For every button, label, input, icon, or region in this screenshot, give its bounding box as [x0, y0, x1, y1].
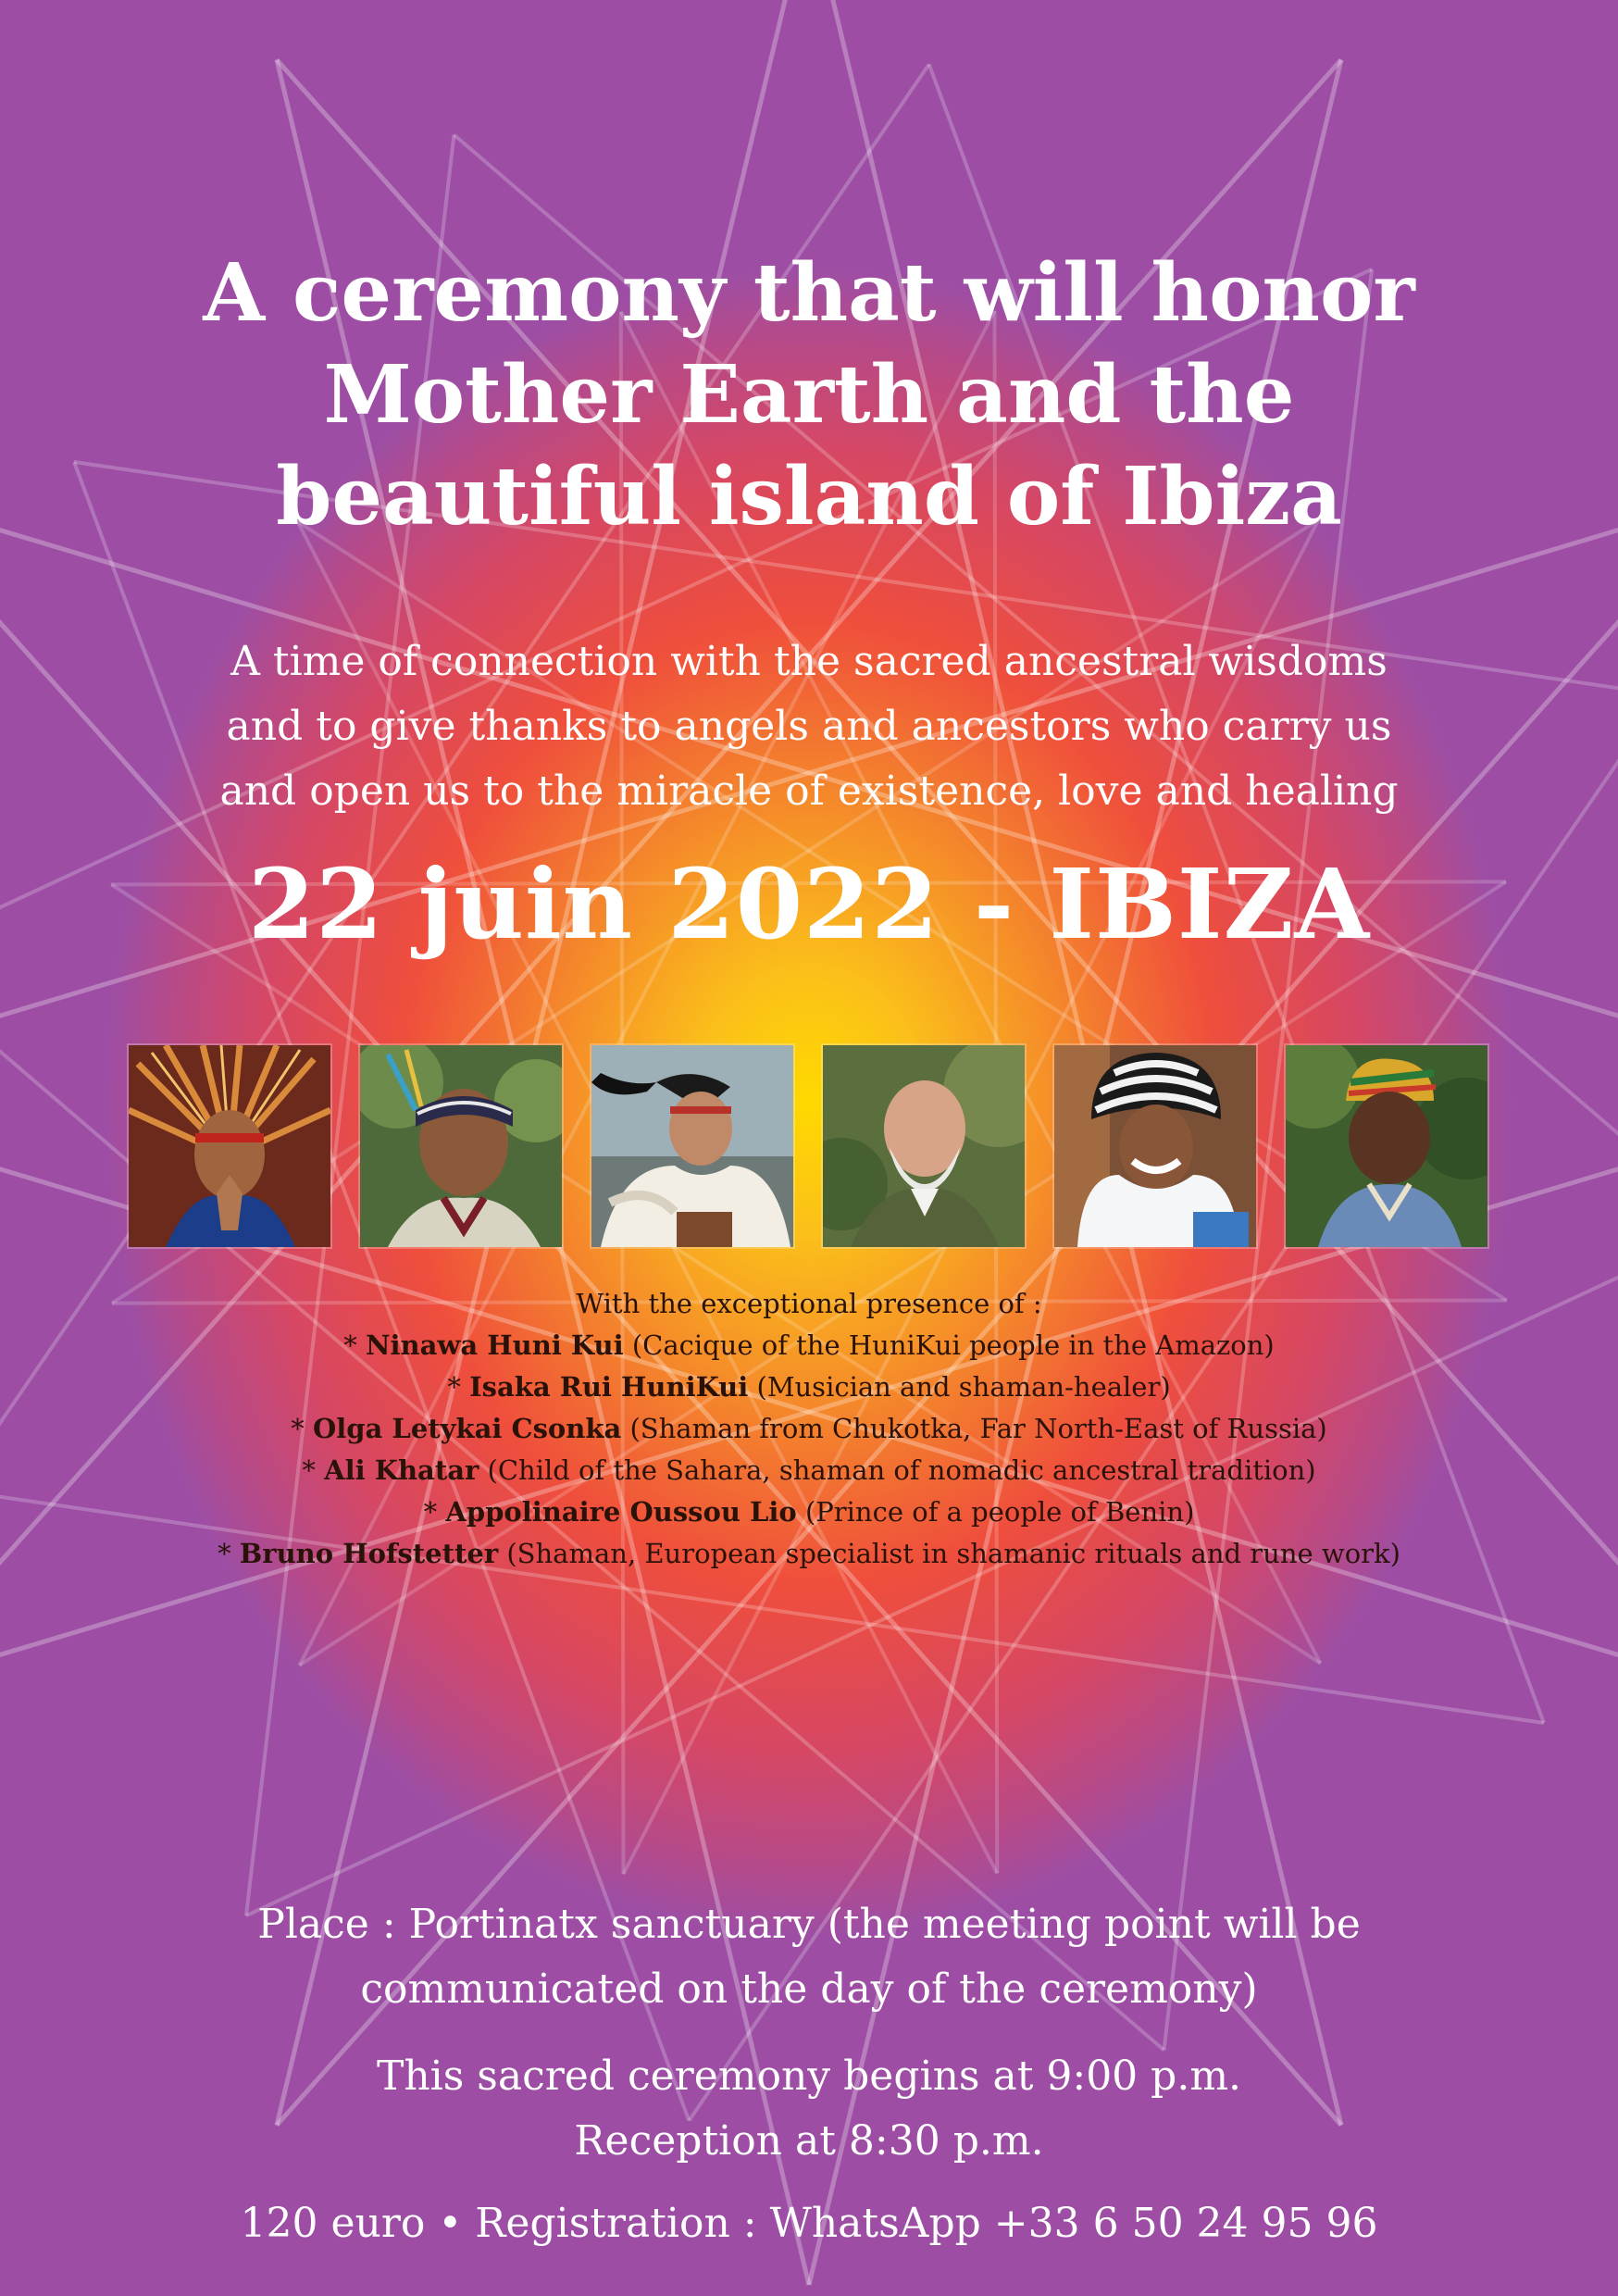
subtitle-line: and open us to the miracle of existence, love and healing: [219, 767, 1399, 815]
guest-item: * Isaka Rui HuniKui (Musician and shaman-healer): [447, 1371, 1171, 1403]
title-line: Mother Earth and the: [323, 348, 1295, 442]
guest-desc: (Cacique of the HuniKui people in the Amazon): [631, 1329, 1275, 1361]
place-line: communicated on the day of the ceremony): [360, 1965, 1258, 2013]
guest-photo-1: [129, 1045, 330, 1247]
guest-item: * Appolinaire Oussou Lio (Prince of a people of Benin): [423, 1496, 1195, 1528]
guest-desc: (Shaman, European specialist in shamanic rituals and rune work): [506, 1538, 1400, 1569]
guest-name: Olga Letykai Csonka: [312, 1413, 622, 1444]
guest-item: * Ninawa Huni Kui (Cacique of the HuniKui people in the Amazon): [343, 1329, 1275, 1361]
subtitle-line: and to give thanks to angels and ancestors who carry us: [226, 703, 1392, 750]
guest-name: Ali Khatar: [324, 1454, 479, 1486]
title-line: A ceremony that will honor: [203, 246, 1415, 340]
guest-list: [0, 1283, 1618, 1575]
guest-desc: (Prince of a people of Benin): [804, 1496, 1195, 1528]
guest-intro: With the exceptional presence of :: [576, 1288, 1042, 1319]
subtitle-line: A time of connection with the sacred ancestral wisdoms: [230, 638, 1388, 685]
guest-photo-5: [1054, 1045, 1256, 1247]
guest-photo-6: [1286, 1045, 1487, 1247]
time-line: Reception at 8:30 p.m.: [574, 2117, 1044, 2165]
guest-name: Bruno Hofstetter: [239, 1538, 499, 1569]
event-place: [0, 1892, 1618, 2022]
event-date: 22 juin 2022 - IBIZA: [247, 847, 1371, 961]
guest-photo-2: [360, 1045, 562, 1247]
guest-item: * Bruno Hofstetter (Shaman, European specialist in shamanic rituals and rune work): [218, 1538, 1400, 1569]
subtitle: [0, 630, 1618, 824]
main-title: [0, 243, 1618, 548]
guest-name: Appolinaire Oussou Lio: [445, 1496, 797, 1528]
guest-photo-4: [823, 1045, 1025, 1247]
guest-photo-3: [591, 1045, 793, 1247]
guest-desc: (Musician and shaman-healer): [756, 1371, 1171, 1403]
guest-desc: (Child of the Sahara, shaman of nomadic ancestral tradition): [487, 1454, 1316, 1486]
guest-name: Ninawa Huni Kui: [365, 1329, 624, 1361]
time-line: This sacred ceremony begins at 9:00 p.m.: [376, 2053, 1242, 2100]
place-line: Place : Portinatx sanctuary (the meeting point will be: [257, 1901, 1361, 1948]
title-line: beautiful island of Ibiza: [276, 450, 1342, 543]
event-times: [0, 2044, 1618, 2174]
guest-item: * Olga Letykai Csonka (Shaman from Chukotka, Far North-East of Russia): [291, 1413, 1327, 1444]
price-registration: 120 euro • Registration : WhatsApp +33 6 50 24 95 96: [240, 2200, 1378, 2247]
guest-item: * Ali Khatar (Child of the Sahara, shaman of nomadic ancestral tradition): [302, 1454, 1316, 1486]
guest-name: Isaka Rui HuniKui: [469, 1371, 749, 1403]
guest-desc: (Shaman from Chukotka, Far North-East of Russia): [629, 1413, 1327, 1444]
guest-photos-row: [129, 1045, 1489, 1247]
